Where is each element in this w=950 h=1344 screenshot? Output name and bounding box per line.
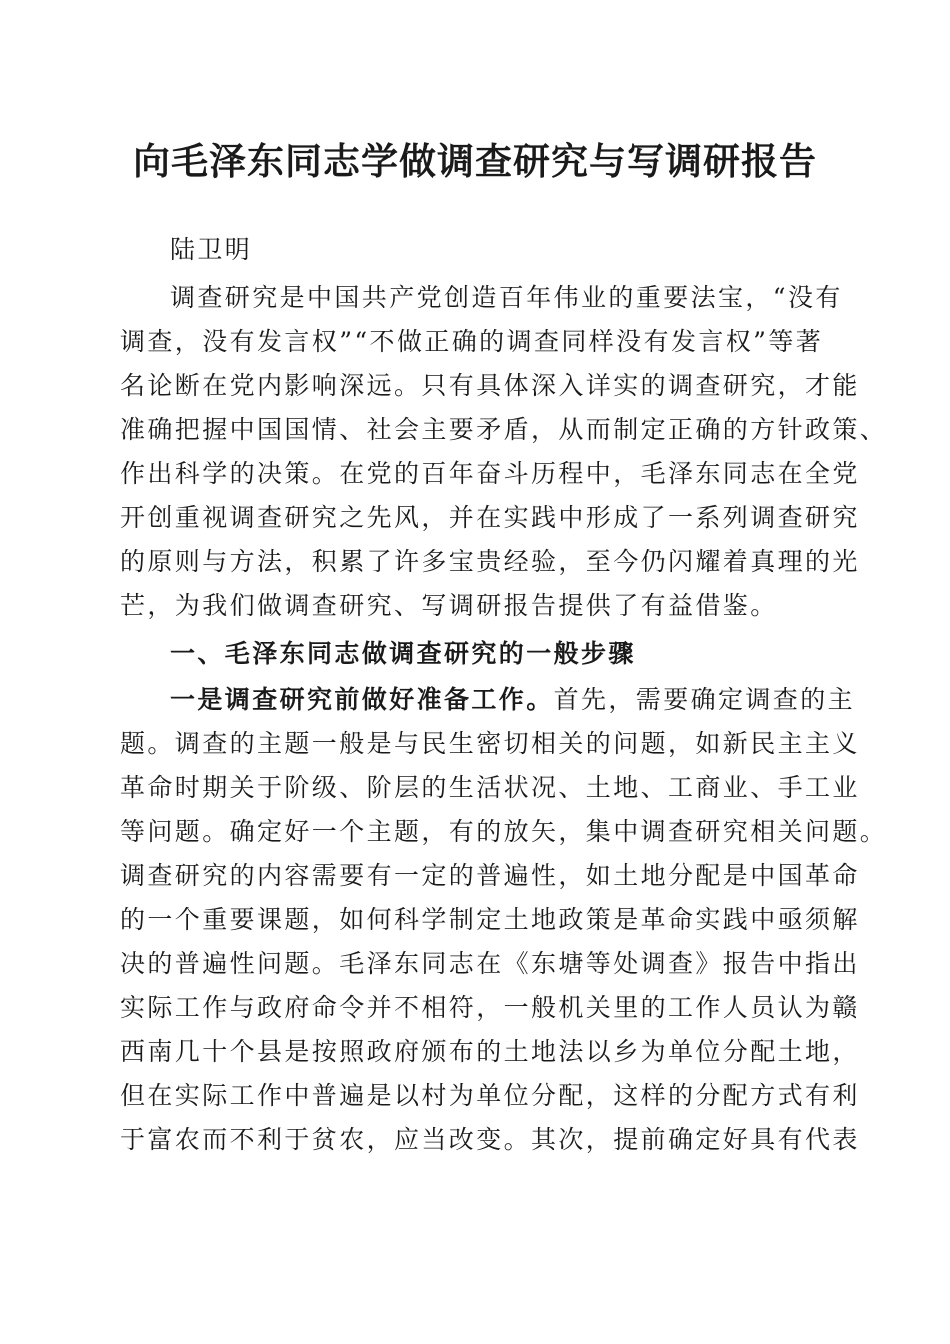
paragraph-lead: 一是调查研究前做好准备工作。 bbox=[170, 685, 554, 714]
paragraph-line: 调查研究是中国共产党创造百年伟业的重要法宝，“没有 bbox=[170, 283, 843, 312]
paragraph-line: 名论断在党内影响深远。只有具体深入详实的调查研究，才能 bbox=[120, 371, 860, 400]
author-name: 陆卫明 bbox=[170, 235, 253, 264]
paragraph-line: 准确把握中国国情、社会主要矛盾，从而制定正确的方针政策、 bbox=[120, 415, 888, 444]
paragraph-line: 的一个重要课题，如何科学制定土地政策是革命实践中亟须解 bbox=[120, 905, 860, 934]
section-heading: 一、毛泽东同志做调查研究的一般步骤 bbox=[170, 639, 636, 668]
paragraph-line: 但在实际工作中普遍是以村为单位分配，这样的分配方式有利 bbox=[120, 1081, 860, 1110]
paragraph-line: 革命时期关于阶级、阶层的生活状况、土地、工商业、手工业 bbox=[120, 773, 860, 802]
paragraph-line: 调查研究的内容需要有一定的普遍性，如土地分配是中国革命 bbox=[120, 861, 860, 890]
paragraph-line: 等问题。确定好一个主题，有的放矢，集中调查研究相关问题。 bbox=[120, 817, 888, 846]
paragraph-line: 于富农而不利于贫农，应当改变。其次，提前确定好具有代表 bbox=[120, 1125, 860, 1154]
paragraph-line: 芒，为我们做调查研究、写调研报告提供了有益借鉴。 bbox=[120, 591, 778, 620]
paragraph-text: 首先，需要确定调查的主 bbox=[553, 685, 856, 714]
paragraph-line: 调查，没有发言权”“不做正确的调查同样没有发言权”等著 bbox=[120, 327, 824, 356]
paragraph-line bbox=[170, 678, 855, 722]
paragraph-line: 作出科学的决策。在党的百年奋斗历程中，毛泽东同志在全党 bbox=[120, 459, 860, 488]
paragraph-line: 开创重视调查研究之先风，并在实践中形成了一系列调查研究 bbox=[120, 503, 860, 532]
paragraph-line: 西南几十个县是按照政府颁布的土地法以乡为单位分配土地， bbox=[120, 1037, 860, 1066]
paragraph-line: 实际工作与政府命令并不相符，一般机关里的工作人员认为赣 bbox=[120, 993, 860, 1022]
paragraph-line: 决的普遍性问题。毛泽东同志在《东塘等处调查》报告中指出 bbox=[120, 949, 860, 978]
document-title: 向毛泽东同志学做调查研究与写调研报告 bbox=[133, 139, 817, 183]
paragraph-line: 题。调查的主题一般是与民生密切相关的问题，如新民主主义 bbox=[120, 729, 860, 758]
paragraph-line: 的原则与方法，积累了许多宝贵经验，至今仍闪耀着真理的光 bbox=[120, 547, 860, 576]
